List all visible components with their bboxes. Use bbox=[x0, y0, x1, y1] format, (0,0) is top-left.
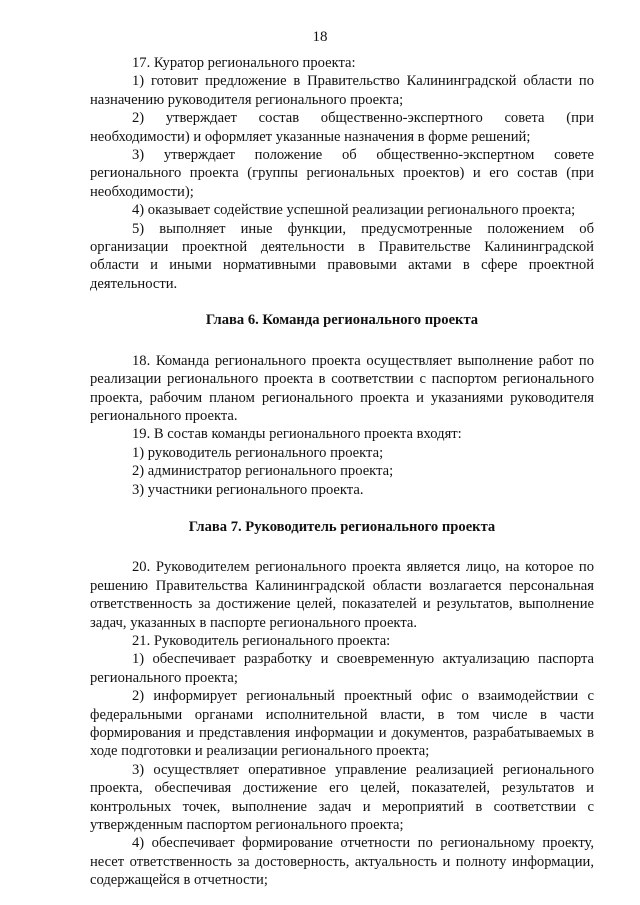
clause-21-heading: 21. Руководитель регионального проекта: bbox=[132, 632, 391, 649]
clause-19-item-1: 1) руководитель регионального проекта; bbox=[132, 444, 384, 461]
clause-19-item-3: 3) участники регионального проекта. bbox=[132, 481, 364, 498]
chapter-7-heading: Глава 7. Руководитель регионального проекта bbox=[188, 518, 496, 535]
clause-20: 20. Руководителем регионального проекта является лицо, на которое по решению Правительства Калининградской области возлагается персональная ответственность за достижение целей, показателей и результатов, выполнение задач, указанных в паспорте регионального проекта. bbox=[90, 559, 594, 631]
clause-17-item-2: 2) утверждает состав общественно-экспертного совета (при необходимости) и оформляет указанные назначения в форме решений; bbox=[90, 110, 594, 145]
clause-18: 18. Команда регионального проекта осуществляет выполнение работ по реализации регионального проекта в соответствии с паспортом регионального проекта, рабочим планом регионального проекта и указаниями руководителя регионального проекта. bbox=[90, 352, 594, 424]
document-body bbox=[90, 54, 594, 890]
clause-17-heading: 17. Куратор регионального проекта: bbox=[132, 55, 356, 71]
clause-21-item-1: 1) обеспечивает разработку и своевременную актуализацию паспорта регионального проекта; bbox=[90, 651, 594, 686]
page-number: 18 bbox=[312, 29, 328, 45]
chapter-6-heading: Глава 6. Команда регионального проекта bbox=[205, 312, 479, 329]
clause-19-heading: 19. В состав команды регионального проекта входят: bbox=[132, 426, 462, 443]
clause-21-item-3: 3) осуществляет оперативное управление реализацией регионального проекта, обеспечивая достижение его целей, показателей, результатов и контрольных точек, выполнение задач и мероприятий в соответствии с утвержденным паспортом регионального проекта; bbox=[90, 761, 594, 834]
clause-17-item-5: 5) выполняет иные функции, предусмотренные положением об организации проектной деятельности в Правительстве Калининградской области и иными нормативными правовыми актами в сфере проектной деятельности. bbox=[90, 220, 594, 292]
clause-17-item-3: 3) утверждает положение об общественно-экспертном совете регионального проекта (группы региональных проектов) и его состав (при необходимости); bbox=[90, 147, 594, 200]
clause-19-item-2: 2) администратор регионального проекта; bbox=[132, 463, 394, 480]
clause-21-item-2: 2) информирует региональный проектный офис о взаимодействии с федеральными органами исполнительной власти, в том числе в части формирования и представления информации и документов, разрабатываемых в ходе подготовки и реализации регионального проекта; bbox=[90, 688, 594, 760]
clause-21-item-4: 4) обеспечивает формирование отчетности по региональному проекту, несет ответственность за достоверность, актуальность и полноту информации, содержащейся в отчетности; bbox=[90, 835, 594, 889]
clause-17-item-1: 1) готовит предложение в Правительство Калининградской области по назначению руководителя регионального проекта; bbox=[90, 73, 594, 108]
clause-17-item-4: 4) оказывает содействие успешной реализации регионального проекта; bbox=[132, 202, 576, 219]
